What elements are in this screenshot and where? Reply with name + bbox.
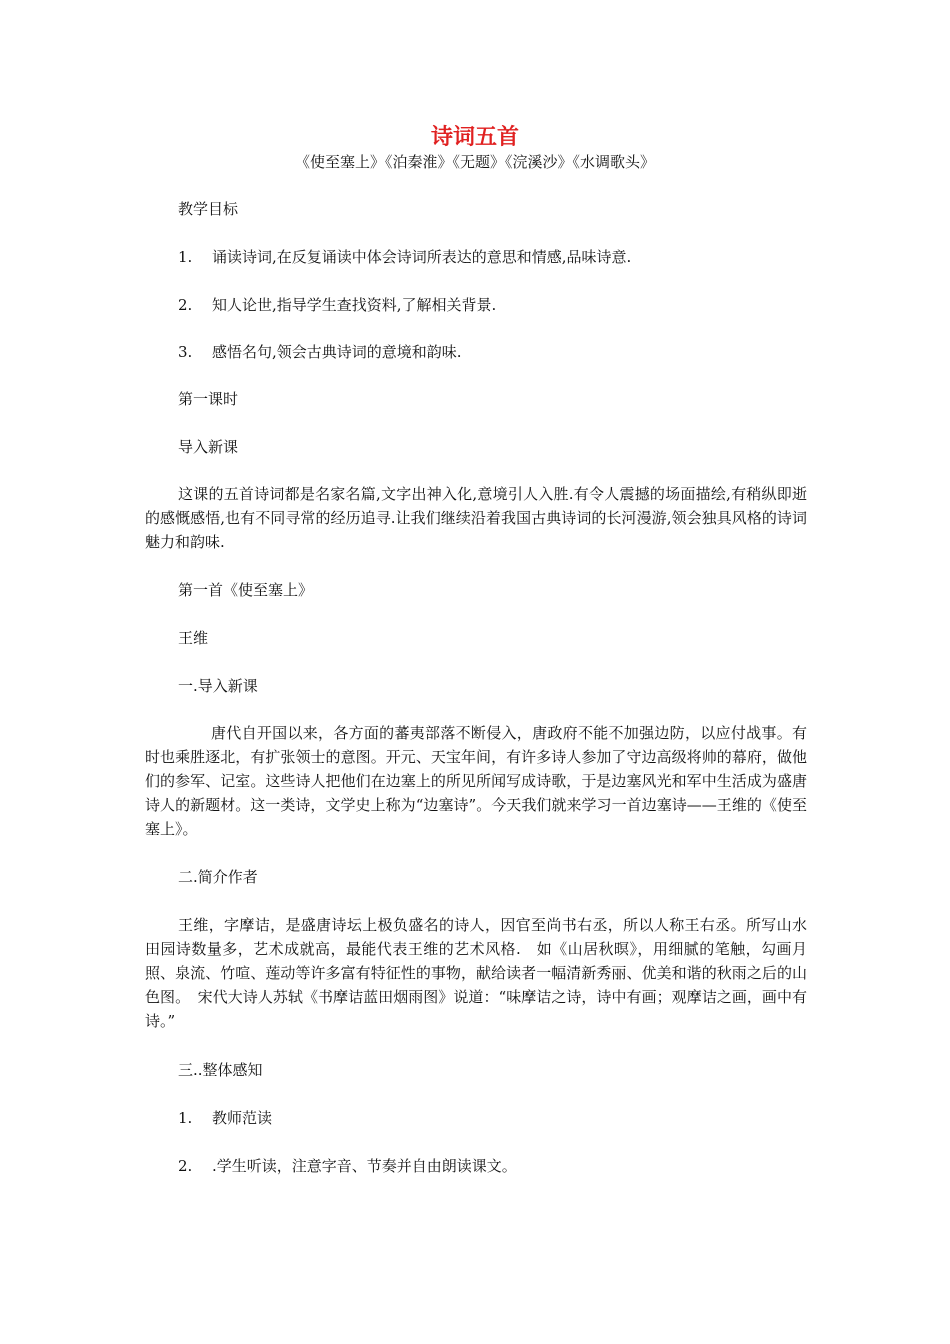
objective-item bbox=[178, 341, 462, 363]
objectives-heading: 教学目标 bbox=[178, 200, 239, 218]
objective-text: 诵读诗词,在反复诵读中体会诗词所表达的意思和情感,品味诗意. bbox=[212, 248, 632, 266]
poem-heading: 第一首《使至塞上》 bbox=[178, 581, 314, 599]
step-text: 教师范读 bbox=[212, 1109, 273, 1127]
objective-number: 1. bbox=[178, 248, 193, 266]
step-number: 1. bbox=[178, 1109, 193, 1127]
objective-text: 感悟名句,领会古典诗词的意境和韵味. bbox=[212, 343, 462, 361]
objective-text: 知人论世,指导学生查找资料,了解相关背景. bbox=[212, 296, 497, 314]
step-text: .学生听读，注意字音、节奏并自由朗读课文。 bbox=[212, 1157, 517, 1175]
document-title: 诗词五首 bbox=[430, 124, 519, 150]
objective-number: 2. bbox=[178, 296, 193, 314]
objective-item bbox=[178, 246, 631, 268]
lesson-heading: 第一课时 bbox=[178, 390, 239, 408]
step-item bbox=[178, 1155, 517, 1177]
section-paragraph: 唐代自开国以来，各方面的蕃夷部落不断侵入，唐政府不能不加强边防，以应付战事。有时也乘胜逐北，有扩张领士的意图。开元、天宝年间，有许多诗人参加了守边高级将帅的幕府，做他们的参军、记室。这些诗人把他们在边塞上的所见所闻写成诗歌，于是边塞风光和军中生活成为盛唐诗人的新题材。这一类诗，文学史上称为“边塞诗”。今天我们就来学习一首边塞诗——王维的《使至塞上》。 bbox=[145, 724, 807, 838]
section-heading: 二.简介作者 bbox=[178, 868, 258, 886]
step-item bbox=[178, 1107, 272, 1129]
step-number: 2. bbox=[178, 1157, 193, 1175]
intro-paragraph: 这课的五首诗词都是名家名篇,文字出神入化,意境引人入胜.有令人震撼的场面描绘,有稍纵即逝的感慨感悟,也有不同寻常的经历追寻.让我们继续沿着我国古典诗词的长河漫游,领会独具风格的诗词魅力和韵味. bbox=[145, 485, 807, 551]
objective-item bbox=[178, 294, 496, 316]
poem-author: 王维 bbox=[178, 629, 209, 647]
document-subtitle: 《使至塞上》《泊秦淮》《无题》《浣溪沙》《水调歌头》 bbox=[294, 153, 655, 171]
section-paragraph: 王维，字摩诘，是盛唐诗坛上极负盛名的诗人，因官至尚书右丞，所以人称王右丞。所写山水田园诗数量多，艺术成就高，最能代表王维的艺术风格. 如《山居秋暝》，用细腻的笔触，勾画月照、泉流、竹喧、莲动等许多富有特征性的事物，献给读者一幅清新秀丽、优美和谐的秋雨之后的山色图。 宋代大诗人苏轼《书摩诘蓝田烟雨图》说道：“味摩诘之诗，诗中有画；观摩诘之画，画中有诗。” bbox=[145, 916, 807, 1030]
section-heading: 三..整体感知 bbox=[178, 1061, 263, 1079]
section-heading: 一.导入新课 bbox=[178, 677, 258, 695]
objective-number: 3. bbox=[178, 343, 193, 361]
intro-heading: 导入新课 bbox=[178, 438, 239, 456]
